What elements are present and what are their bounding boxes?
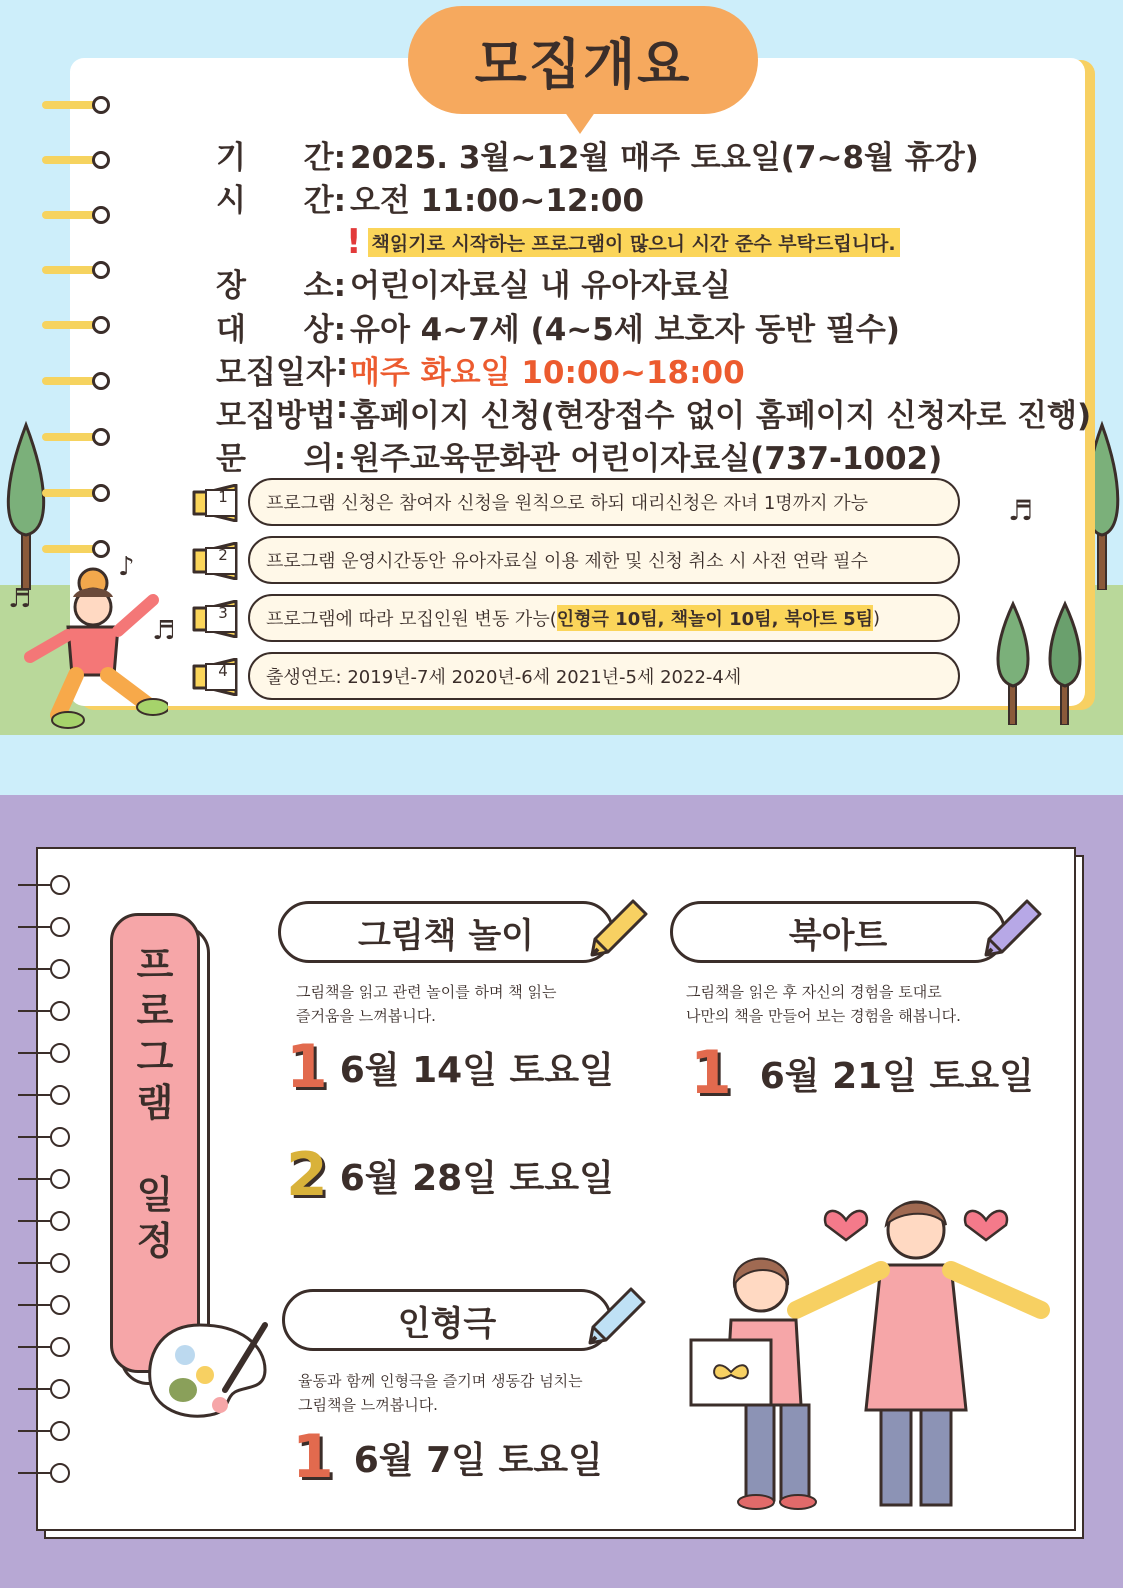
notebook-ring (18, 1085, 68, 1105)
notebook-ring (18, 1043, 68, 1063)
notebook-ring (18, 1379, 68, 1399)
music-note-icon: ♬ (8, 584, 32, 614)
info-value: 매주 화요일 10:00~18:00 (350, 355, 745, 391)
info-value: 오전 11:00~12:00 (350, 183, 645, 219)
info-row-period: 기 간: 2025. 3월~12월 매주 토요일(7~8월 휴강) (216, 132, 979, 177)
spiral-ring (42, 265, 110, 275)
rule-text: 프로그램 신청은 참여자 신청을 원칙으로 하되 대리신청은 자녀 1명까지 가능 (248, 478, 960, 526)
rule-item (192, 536, 962, 584)
program-desc: 그림책을 읽은 후 자신의 경험을 토대로 나만의 책을 만들어 보는 경험을 해봅니다. (686, 983, 961, 1025)
notebook-ring (18, 1253, 68, 1273)
tree-icon (988, 600, 1038, 725)
time-notice (346, 222, 900, 262)
rule-item (192, 478, 962, 526)
rule-number: 2 (218, 546, 228, 564)
program-title-bookart: 북아트 (670, 901, 1006, 963)
program-desc: 율동과 함께 인형극을 즐기며 생동감 넘치는 그림책을 느껴봅니다. (298, 1372, 583, 1414)
info-value: 원주교육문화관 어린이자료실(737-1002) (350, 441, 943, 477)
rule-item (192, 652, 962, 700)
teacher-child-illustration (686, 1190, 1066, 1520)
notebook-ring (18, 1337, 68, 1357)
notebook-ring (18, 1127, 68, 1147)
spiral-ring (42, 100, 110, 110)
notebook-ring (18, 875, 68, 895)
info-row-recruit-date: 모집일자 : 매주 화요일 10:00~18:00 (216, 347, 745, 391)
section-title: 모집개요 (474, 32, 692, 96)
date-number: 1 (690, 1038, 732, 1108)
spiral-ring (42, 210, 110, 220)
rule-number: 4 (218, 662, 228, 680)
highlight-text: 인형극 10팀, 책놀이 10팀, 북아트 5팀 (557, 605, 873, 631)
tree-icon (1040, 600, 1090, 725)
date-number: 1 (286, 1032, 328, 1102)
rule-item (192, 594, 962, 642)
spiral-ring (42, 544, 110, 554)
info-row-place: 장 소: 어린이자료실 내 유아자료실 (216, 260, 731, 305)
notebook-ring (18, 1169, 68, 1189)
program-date: 1 6월 7일 토요일 (292, 1422, 603, 1492)
notebook-ring (18, 1001, 68, 1021)
pencil-icon (586, 1285, 648, 1347)
notebook-ring (18, 1295, 68, 1315)
spiral-ring (42, 488, 110, 498)
spiral-ring (42, 432, 110, 442)
music-note-icon: ♬ (1008, 494, 1034, 527)
exclamation-icon: ! (346, 222, 362, 262)
music-note-icon: ♬ (152, 616, 176, 646)
program-date: 1 6월 21일 토요일 (690, 1038, 1034, 1108)
spiral-ring (42, 376, 110, 386)
spiral-ring (42, 155, 110, 165)
notebook-ring (18, 959, 68, 979)
info-value: 2025. 3월~12월 매주 토요일(7~8월 휴강) (350, 140, 979, 176)
info-row-method: 모집방법 : 홈페이지 신청(현장접수 없이 홈페이지 신청자로 진행) (216, 390, 1092, 434)
rule-text: 출생연도: 2019년-7세 2020년-6세 2021년-5세 2022-4세 (248, 652, 960, 700)
notebook-ring (18, 1421, 68, 1441)
spiral-ring (42, 320, 110, 330)
palette-icon (145, 1320, 275, 1425)
program-date: 2 6월 28일 토요일 (286, 1140, 614, 1210)
info-row-target: 대 상: 유아 4~7세 (4~5세 보호자 동반 필수) (216, 304, 900, 349)
schedule-tab (110, 913, 200, 1373)
notebook-ring (18, 1211, 68, 1231)
info-row-time: 시 간: 오전 11:00~12:00 (216, 175, 644, 220)
program-title-picturebook: 그림책 놀이 (278, 901, 614, 963)
program-date: 1 6월 14일 토요일 (286, 1032, 614, 1102)
pencil-icon (982, 897, 1044, 959)
rule-text: 프로그램 운영시간동안 유아자료실 이용 제한 및 신청 취소 시 사전 연락 필수 (248, 536, 960, 584)
schedule-section (0, 795, 1123, 1588)
pencil-icon (588, 897, 650, 959)
info-row-contact: 문 의: 원주교육문화관 어린이자료실(737-1002) (216, 433, 942, 478)
info-value: 홈페이지 신청(현장접수 없이 홈페이지 신청자로 진행) (350, 398, 1092, 434)
program-title-puppet: 인형극 (282, 1289, 612, 1351)
date-number: 2 (286, 1140, 328, 1210)
rule-number: 3 (218, 604, 228, 622)
schedule-tab-title: 프 로 그 램 일 정 (136, 943, 174, 1263)
notice-text: 책읽기로 시작하는 프로그램이 많으니 시간 준수 부탁드립니다. (368, 228, 900, 257)
dancing-child-illustration (18, 565, 168, 730)
rule-number: 1 (218, 488, 228, 506)
section-title-bubble (408, 6, 758, 114)
program-desc: 그림책을 읽고 관련 놀이를 하며 책 읽는 즐거움을 느껴봅니다. (296, 983, 557, 1025)
info-value: 유아 4~7세 (4~5세 보호자 동반 필수) (350, 312, 900, 348)
notebook-ring (18, 1463, 68, 1483)
rule-text: 프로그램에 따라 모집인원 변동 가능( 인형극 10팀, 책놀이 10팀, 북아트 5팀 ) (248, 594, 960, 642)
info-value: 어린이자료실 내 유아자료실 (350, 268, 731, 304)
date-number: 1 (292, 1422, 334, 1492)
notebook-ring (18, 917, 68, 937)
bubble-tail (562, 108, 598, 134)
music-note-icon: ♪ (118, 552, 135, 582)
